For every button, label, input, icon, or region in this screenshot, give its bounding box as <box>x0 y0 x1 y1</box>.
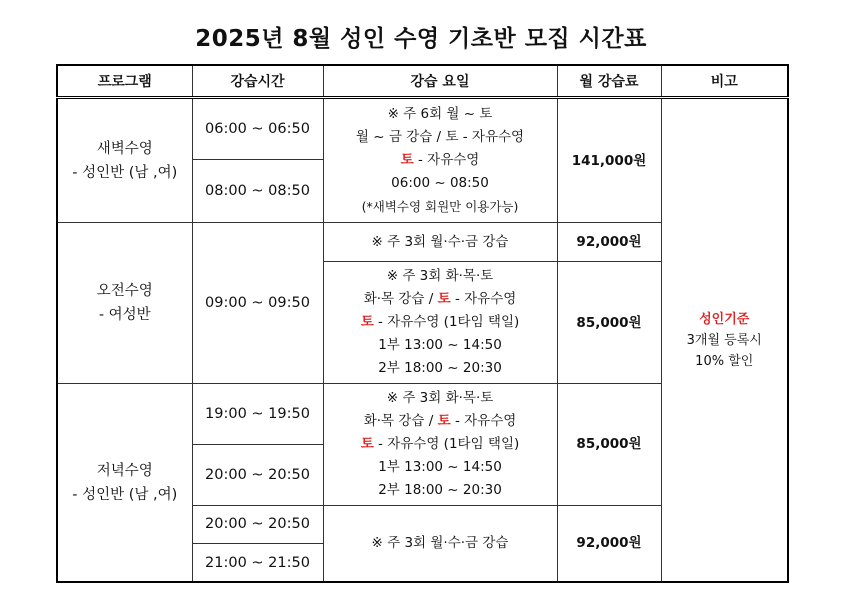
saturday-highlight: 토 <box>400 152 414 169</box>
time-cell: 06:00 ~ 06:50 <box>192 98 323 160</box>
days-line: 2부 18:00 ~ 20:30 <box>378 481 502 498</box>
days-line: 06:00 ~ 08:50 <box>391 175 489 192</box>
time-cell: 09:00 ~ 09:50 <box>192 223 323 384</box>
time-cell: 19:00 ~ 19:50 <box>192 384 323 445</box>
saturday-highlight: 토 <box>437 412 451 429</box>
time-cell: 08:00 ~ 08:50 <box>192 159 323 223</box>
days-text: - 자유수영 <box>450 291 517 308</box>
program-sub: - 성인반 (남 ,여) <box>72 164 178 181</box>
price-cell: 141,000원 <box>557 98 661 223</box>
price-cell: 92,000원 <box>557 505 661 582</box>
days-cell: ※ 주 3회 월·수·금 강습 <box>323 223 557 261</box>
header-row <box>57 65 788 98</box>
saturday-highlight: 토 <box>437 291 451 308</box>
days-line: 2부 18:00 ~ 20:30 <box>378 360 502 377</box>
program-name: 오전수영 <box>96 283 153 300</box>
days-line: (*새벽수영 회원만 이용가능) <box>361 199 519 215</box>
days-cell <box>323 384 557 505</box>
days-line: ※ 주 3회 화·목·토 <box>386 268 494 285</box>
schedule-table <box>56 64 789 583</box>
program-sub: - 여성반 <box>98 307 151 324</box>
remark-cell <box>661 98 788 583</box>
days-cell: ※ 주 3회 월·수·금 강습 <box>323 505 557 582</box>
page-title: 2025년 8월 성인 수영 기초반 모집 시간표 <box>195 26 647 52</box>
days-line <box>324 288 557 311</box>
time-cell: 20:00 ~ 20:50 <box>192 444 323 505</box>
days-line <box>324 149 557 172</box>
header-fee: 월 강습료 <box>557 65 661 98</box>
days-line <box>324 410 557 433</box>
saturday-highlight: 토 <box>360 435 374 452</box>
program-dawn <box>57 98 192 223</box>
remark-line: 3개월 등록시 <box>686 332 762 348</box>
header-time: 강습시간 <box>192 65 323 98</box>
days-text: - 자유수영 <box>450 412 517 429</box>
remark-title: 성인기준 <box>699 311 750 327</box>
days-line: 1부 13:00 ~ 14:50 <box>378 337 502 354</box>
header-program: 프로그램 <box>57 65 192 98</box>
header-remark: 비고 <box>661 65 788 98</box>
program-sub: - 성인반 (남 ,여) <box>72 486 178 503</box>
days-dawn <box>323 98 557 223</box>
price-cell: 85,000원 <box>557 261 661 383</box>
days-line: ※ 주 3회 화·목·토 <box>386 389 494 406</box>
program-name: 새벽수영 <box>96 140 153 157</box>
days-text: - 자유수영 <box>413 152 480 169</box>
days-line <box>324 311 557 334</box>
days-text: 화·목 강습 / <box>363 291 438 308</box>
days-line: 1부 13:00 ~ 14:50 <box>378 458 502 475</box>
header-days: 강습 요일 <box>323 65 557 98</box>
days-line: 월 ~ 금 강습 / 토 - 자유수영 <box>355 129 525 146</box>
program-morning <box>57 223 192 384</box>
days-text: - 자유수영 (1타임 택일) <box>373 435 520 452</box>
time-cell: 21:00 ~ 21:50 <box>192 544 323 583</box>
price-cell: 85,000원 <box>557 384 661 505</box>
program-evening <box>57 384 192 582</box>
program-name: 저녁수영 <box>96 462 153 479</box>
table-row <box>57 98 788 160</box>
time-cell: 20:00 ~ 20:50 <box>192 505 323 543</box>
remark-line: 10% 할인 <box>695 353 754 369</box>
days-cell <box>323 261 557 383</box>
price-cell: 92,000원 <box>557 223 661 261</box>
days-text: - 자유수영 (1타임 택일) <box>373 314 520 331</box>
days-line <box>324 433 557 456</box>
saturday-highlight: 토 <box>360 314 374 331</box>
days-line: ※ 주 6회 월 ~ 토 <box>387 106 493 123</box>
days-text: 화·목 강습 / <box>363 412 438 429</box>
